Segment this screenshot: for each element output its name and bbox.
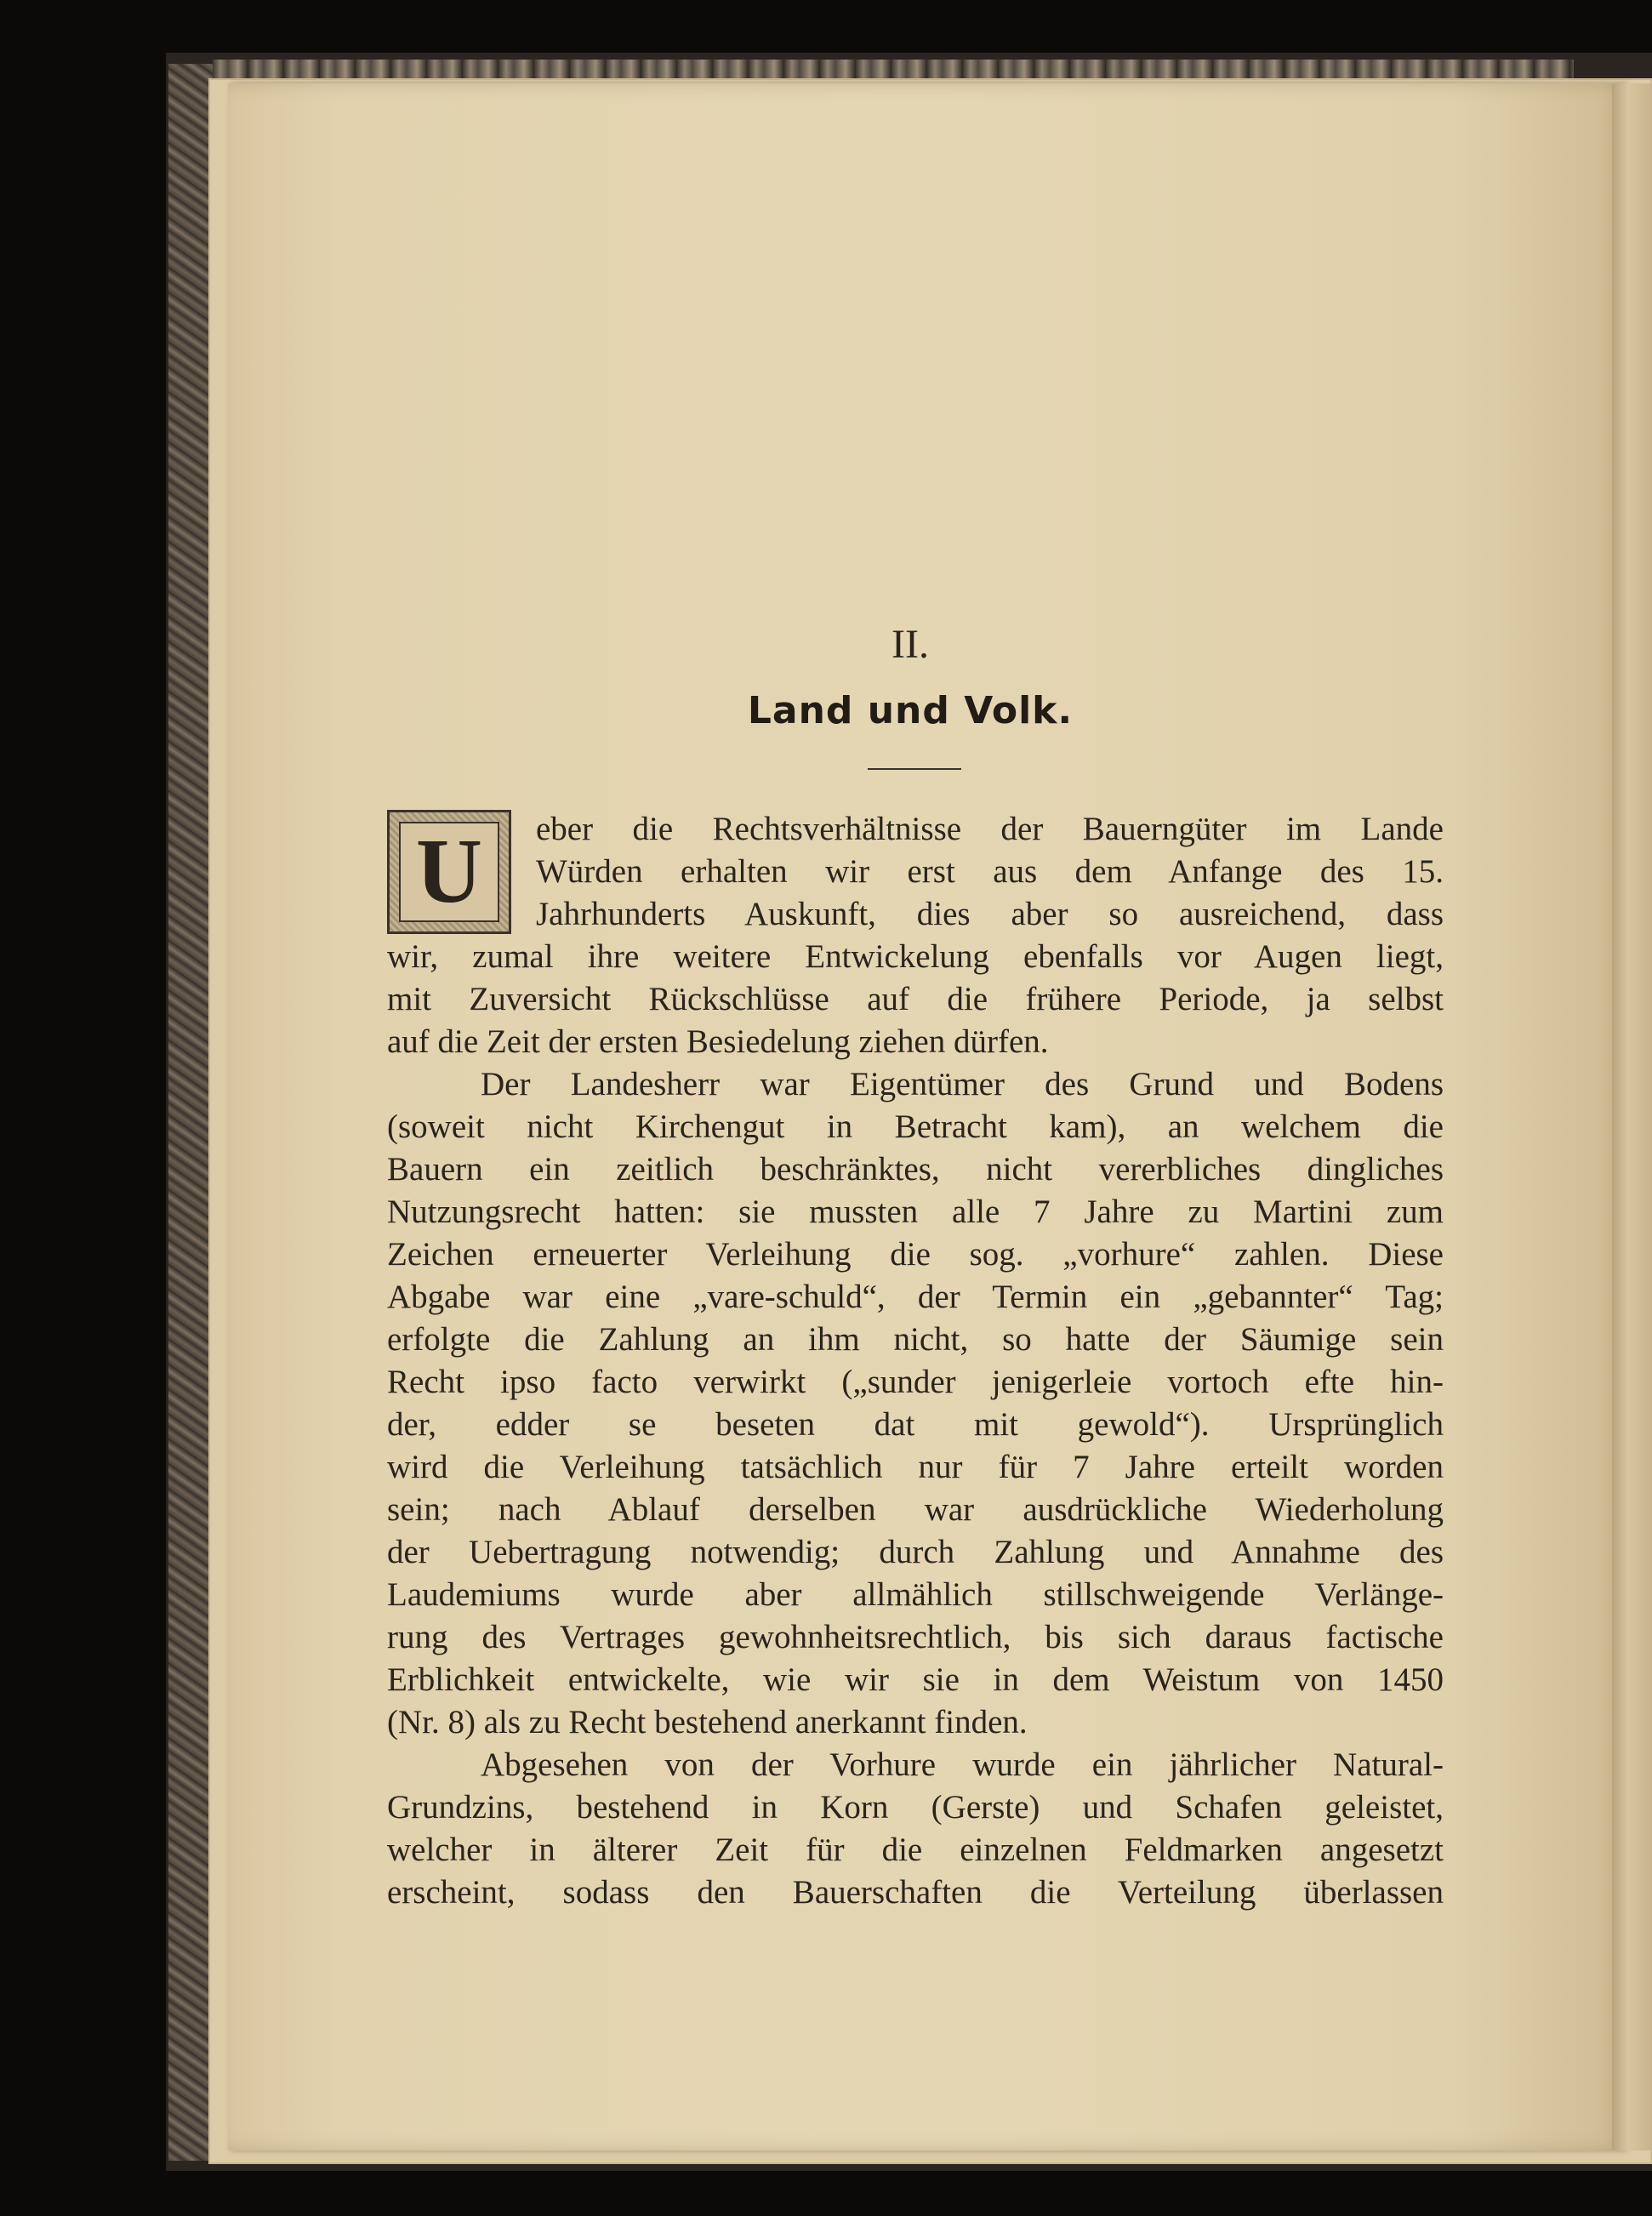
ornamental-initial [387, 810, 511, 934]
text-line: Der Landesherr war Eigentümer des Grund und Bodens [481, 1066, 1444, 1102]
text-line: Abgesehen von der Vorhure wurde ein jährlicher Natural- [481, 1746, 1444, 1783]
text-line: eber die Rechtsverhältnisse der Bauerngüter im Lande [536, 811, 1444, 847]
text-line: der Uebertragung notwendig; durch Zahlung und Annahme des [387, 1534, 1444, 1570]
text-line: wir, zumal ihre weitere Entwickelung ebenfalls vor Augen liegt, [387, 938, 1444, 975]
text-line: der, edder se beseten dat mit gewold“). Ursprünglich [387, 1406, 1444, 1443]
text-line: Recht ipso facto verwirkt („sunder jenigerleie vortoch efte hin- [387, 1364, 1444, 1400]
text-line: erfolgte die Zahlung an ihm nicht, so hatte der Säumige sein [387, 1321, 1444, 1358]
page-gutter [1612, 83, 1652, 2150]
chapter-number: II. [892, 622, 929, 667]
text-line: Grundzins, bestehend in Korn (Gerste) und Schafen geleistet, [387, 1789, 1444, 1826]
text-line: sein; nach Ablauf derselben war ausdrückliche Wiederholung [387, 1491, 1444, 1528]
text-line: Nutzungsrecht hatten: sie mussten alle 7 Jahre zu Martini zum [387, 1193, 1444, 1230]
text-line: Zeichen erneuerter Verleihung die sog. „vorhure“ zahlen. Diese [387, 1236, 1444, 1273]
text-line: mit Zuversicht Rückschlüsse auf die frühere Periode, ja selbst [387, 981, 1444, 1017]
text-line: Jahrhunderts Auskunft, dies aber so ausreichend, dass [536, 896, 1444, 932]
text-line: Würden erhalten wir erst aus dem Anfange des 15. [536, 853, 1444, 890]
initial-letter: U [399, 822, 499, 922]
chapter-title: Land und Volk. [747, 689, 1074, 732]
text-line: Laudemiums wurde aber allmählich stillschweigende Verlänge- [387, 1576, 1444, 1613]
text-line: rung des Vertrages gewohnheitsrechtlich, bis sich daraus factische [387, 1619, 1444, 1655]
text-line: (soweit nicht Kirchengut in Betracht kam), an welchem die [387, 1108, 1444, 1145]
text-line: auf die Zeit der ersten Besiedelung ziehen dürfen. [387, 1023, 1049, 1060]
text-line: Bauern ein zeitlich beschränktes, nicht vererbliches dingliches [387, 1151, 1444, 1188]
text-line: Erblichkeit entwickelte, wie wir sie in dem Weistum von 1450 [387, 1661, 1444, 1698]
text-line: Abgabe war eine „vare-schuld“, der Termin ein „gebannter“ Tag; [387, 1279, 1444, 1315]
title-rule [868, 768, 961, 770]
text-line: wird die Verleihung tatsächlich nur für 7 Jahre erteilt worden [387, 1449, 1444, 1485]
text-line: welcher in älterer Zeit für die einzelnen Feldmarken angesetzt [387, 1831, 1444, 1868]
text-line: (Nr. 8) als zu Recht bestehend anerkannt finden. [387, 1704, 1028, 1740]
text-line: erscheint, sodass den Bauerschaften die Verteilung überlassen [387, 1874, 1444, 1911]
